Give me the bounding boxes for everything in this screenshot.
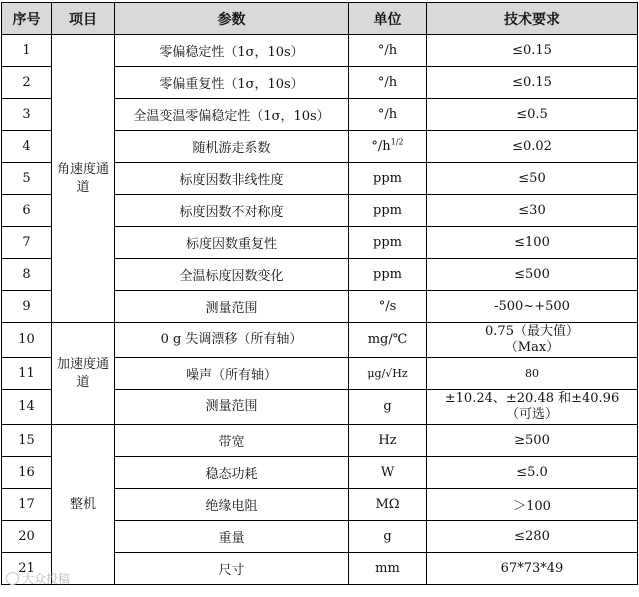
row-no: 3: [2, 99, 52, 131]
row-no: 15: [2, 425, 52, 457]
row-no: 4: [2, 131, 52, 163]
row-unit: °/h: [349, 99, 427, 131]
row-param: 带宽: [115, 425, 349, 457]
row-param: 测量范围: [115, 291, 349, 323]
row-req: -500~+500: [427, 291, 638, 323]
group-label: 整机: [69, 496, 96, 512]
row-param: 全温变温零偏稳定性（1σ，10s）: [115, 99, 349, 131]
row-req-cell: [427, 390, 638, 425]
row-no: 17: [2, 489, 52, 521]
watermark-text: 大众投稿: [22, 572, 71, 586]
row-req: ≤50: [427, 163, 638, 195]
row-param: 全温标度因数变化: [115, 259, 349, 291]
row-unit: g: [349, 390, 427, 425]
header-unit: 单位: [349, 3, 427, 35]
row-req: 80: [427, 358, 638, 390]
row-req-cell: [427, 323, 638, 358]
row-unit: ppm: [349, 259, 427, 291]
row-unit: °/h: [349, 67, 427, 99]
header-no: 序号: [2, 3, 52, 35]
row-req: ≤500: [427, 259, 638, 291]
row-unit: mg/℃: [349, 323, 427, 358]
row-req: ≤280: [427, 521, 638, 553]
table-row: [2, 323, 638, 358]
row-no: 6: [2, 195, 52, 227]
group-system: [52, 425, 115, 585]
row-req: ±10.24、±20.48 和±40.96: [444, 391, 620, 406]
row-param: 标度因数重复性: [115, 227, 349, 259]
row-param: 绝缘电阻: [115, 489, 349, 521]
row-req: ≤0.02: [427, 131, 638, 163]
row-param: 重量: [115, 521, 349, 553]
row-no: 20: [2, 521, 52, 553]
row-param: 标度因数非线性度: [115, 163, 349, 195]
row-req: ≤100: [427, 227, 638, 259]
row-req: ≥500: [427, 425, 638, 457]
row-req: ≤0.15: [427, 35, 638, 67]
row-no: 5: [2, 163, 52, 195]
row-param: 稳态功耗: [115, 457, 349, 489]
row-param: 噪声（所有轴）: [115, 358, 349, 390]
row-unit: °/s: [349, 291, 427, 323]
row-unit: W: [349, 457, 427, 489]
row-no: 11: [2, 358, 52, 390]
group-accel: [52, 323, 115, 425]
row-unit-cell: [349, 131, 427, 163]
header-item: 项目: [52, 3, 115, 35]
row-param: 随机游走系数: [115, 131, 349, 163]
row-no: 9: [2, 291, 52, 323]
row-unit: °/h: [349, 35, 427, 67]
row-req: ≤5.0: [427, 457, 638, 489]
row-req: 0.75（最大值）: [485, 324, 579, 339]
row-unit: MΩ: [349, 489, 427, 521]
spec-table: [1, 2, 638, 585]
header-param: 参数: [115, 3, 349, 35]
header-row: [2, 3, 638, 35]
row-no: 7: [2, 227, 52, 259]
row-param: 尺寸: [115, 553, 349, 585]
row-no: 21: [2, 553, 52, 585]
row-req-note: （Max）: [504, 340, 560, 355]
row-no: 2: [2, 67, 52, 99]
row-unit: ppm: [349, 227, 427, 259]
row-unit: mm: [349, 553, 427, 585]
row-req-note: （可选）: [505, 407, 558, 422]
row-req: ≤0.5: [427, 99, 638, 131]
table-row: [2, 425, 638, 457]
row-param: 零偏稳定性（1σ，10s）: [115, 35, 349, 67]
row-unit: ppm: [349, 195, 427, 227]
row-unit: μg/√Hz: [349, 358, 427, 390]
row-no: 16: [2, 457, 52, 489]
row-req: 67*73*49: [427, 553, 638, 585]
row-unit: g: [349, 521, 427, 553]
row-no: 14: [2, 390, 52, 425]
unit-superscript: 1/2: [390, 137, 404, 147]
group-label: 角速度通道: [56, 161, 109, 195]
row-no: 1: [2, 35, 52, 67]
row-param: 标度因数不对称度: [115, 195, 349, 227]
row-req: ＞100: [427, 489, 638, 521]
row-unit: Hz: [349, 425, 427, 457]
table-row: [2, 35, 638, 67]
group-angular: [52, 35, 115, 323]
watermark-icon: [6, 572, 19, 585]
row-unit: ppm: [349, 163, 427, 195]
row-param: 零偏重复性（1σ，10s）: [115, 67, 349, 99]
row-req: ≤30: [427, 195, 638, 227]
group-label: 加速度通道: [56, 356, 109, 390]
row-no: 10: [2, 323, 52, 358]
row-param: 测量范围: [115, 390, 349, 425]
header-req: 技术要求: [427, 3, 638, 35]
row-param: 0 g 失调漂移（所有轴）: [115, 323, 349, 358]
row-unit: °/h: [371, 139, 391, 154]
watermark: [6, 570, 70, 587]
row-no: 8: [2, 259, 52, 291]
row-req: ≤0.15: [427, 67, 638, 99]
